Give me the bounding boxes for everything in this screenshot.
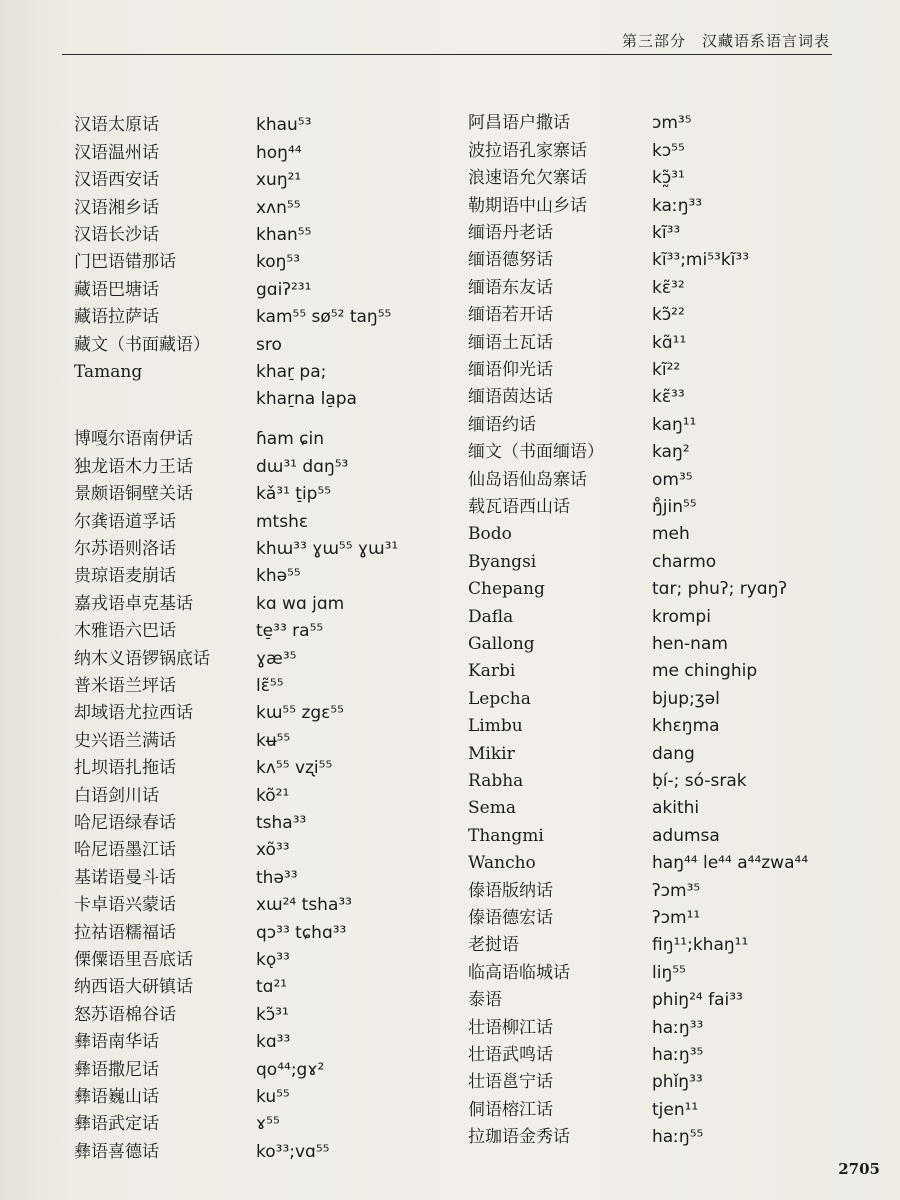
language-name: 门巴语错那话 xyxy=(74,252,176,273)
word-form: ŋ̊jin⁵⁵ xyxy=(652,497,697,517)
language-name: 彝语撒尼话 xyxy=(74,1059,159,1080)
word-form: ḅí-; só-srak xyxy=(652,771,747,791)
word-form: khar̠ pa; xyxy=(256,362,327,382)
language-name: 汉语长沙话 xyxy=(74,225,159,245)
language-name: 却域语尤拉西话 xyxy=(74,703,193,724)
language-name: 缅文（书面缅语） xyxy=(468,442,604,463)
word-form: phǐŋ³³ xyxy=(652,1072,703,1093)
language-name: 缅语东友话 xyxy=(468,277,553,298)
language-name: 泰语 xyxy=(468,990,502,1011)
language-name: 波拉语孔家寨话 xyxy=(468,140,587,161)
language-name: 缅语若开话 xyxy=(468,305,553,326)
word-form: kĩ²² xyxy=(652,360,681,380)
word-form: haːŋ³³ xyxy=(652,1017,704,1038)
word-form: xuŋ²¹ xyxy=(256,170,302,191)
language-name: 勒期语中山乡话 xyxy=(468,195,587,216)
language-name: Limbu xyxy=(468,716,523,737)
word-form: sro xyxy=(256,334,282,355)
language-name: 壮语邕宁话 xyxy=(468,1072,553,1093)
language-name: 纳木义语锣锅底话 xyxy=(74,648,210,669)
word-form: kaŋ² xyxy=(652,442,690,463)
language-name: Dafla xyxy=(468,606,514,627)
word-form: te̠³³ ra⁵⁵ xyxy=(256,621,324,642)
word-form: kɔ̃³¹ xyxy=(256,1004,289,1025)
language-name: 普米语兰坪话 xyxy=(74,676,176,696)
word-form: om³⁵ xyxy=(652,469,693,490)
language-name: 藏语拉萨话 xyxy=(74,307,159,328)
language-name: 独龙语木力王话 xyxy=(74,456,193,477)
language-name: 拉祜语糯福话 xyxy=(74,922,176,943)
word-form: gɑiʔ²³¹ xyxy=(256,279,312,300)
language-name: Rabha xyxy=(468,771,524,791)
word-form: ɔm³⁵ xyxy=(652,113,692,134)
word-form: kõ²¹ xyxy=(256,785,290,806)
language-name: 尔苏语则洛话 xyxy=(74,539,176,559)
word-form: koŋ⁵³ xyxy=(256,252,301,273)
language-name: Gallong xyxy=(468,634,535,654)
word-form: kĩ³³ xyxy=(652,223,681,243)
word-form: khɛŋma xyxy=(652,716,720,737)
language-name: 缅语约话 xyxy=(468,414,536,435)
language-name: 尔龚语道孚话 xyxy=(74,511,176,532)
word-form: lɛ̃⁵⁵ xyxy=(256,676,284,696)
language-name: 哈尼语绿春话 xyxy=(74,813,176,833)
word-form: kaːŋ³³ xyxy=(652,195,703,216)
word-form: ko³³;vɑ⁵⁵ xyxy=(256,1141,330,1162)
language-name: 壮语武鸣话 xyxy=(468,1045,553,1065)
word-form: fiŋ¹¹;khaŋ¹¹ xyxy=(652,935,749,956)
word-form: kʉ⁵⁵ xyxy=(256,730,291,751)
language-name: 汉语温州话 xyxy=(74,142,159,163)
word-form: ʔɔm³⁵ xyxy=(652,880,701,901)
word-form: haːŋ³⁵ xyxy=(652,1045,704,1065)
word-form: haːŋ⁵⁵ xyxy=(652,1127,704,1148)
word-form: xɯ²⁴ tsha³³ xyxy=(256,895,352,916)
word-form: kam⁵⁵ sø⁵² taŋ⁵⁵ xyxy=(256,307,392,328)
language-name: 浪速语允欠寨话 xyxy=(468,168,587,189)
language-name: 汉语湘乡话 xyxy=(74,197,159,218)
word-form: adumsa xyxy=(652,825,720,846)
language-name: 侗语榕江话 xyxy=(468,1099,553,1120)
language-name: Lepcha xyxy=(468,688,531,709)
word-form: hen-nam xyxy=(652,634,728,654)
word-form: kɔ⁵⁵ xyxy=(652,140,685,161)
word-form: tjen¹¹ xyxy=(652,1099,699,1120)
language-name: 怒苏语棉谷话 xyxy=(74,1004,176,1025)
language-name: 纳西语大研镇话 xyxy=(74,977,193,998)
header-rule xyxy=(62,54,832,55)
language-name: 老挝语 xyxy=(468,935,519,956)
word-form: mtshɛ xyxy=(256,511,309,532)
word-form: akithi xyxy=(652,798,700,819)
language-name: 藏语巴塘话 xyxy=(74,279,159,300)
word-form: xʌn⁵⁵ xyxy=(256,197,301,218)
language-name: 彝语喜德话 xyxy=(74,1141,159,1162)
word-form: tsha³³ xyxy=(256,813,307,833)
word-form: kɯ⁵⁵ zgɛ⁵⁵ xyxy=(256,703,344,724)
word-form: liŋ⁵⁵ xyxy=(652,962,686,983)
language-name: 拉珈语金秀话 xyxy=(468,1127,570,1148)
language-name: Byangsi xyxy=(468,551,537,572)
running-header: 第三部分 汉藏语系语言词表 xyxy=(621,32,830,50)
word-form: kʌ⁵⁵ vʐi⁵⁵ xyxy=(256,758,333,779)
language-name: 傣语版纳话 xyxy=(468,880,553,901)
language-name: 彝语巍山话 xyxy=(74,1087,159,1107)
language-name: 傣语德宏话 xyxy=(468,908,553,928)
word-form: phiŋ²⁴ fai³³ xyxy=(652,990,743,1011)
word-form: tɑ²¹ xyxy=(256,977,288,998)
word-form: ɤ⁵⁵ xyxy=(256,1114,280,1135)
word-form: dang xyxy=(652,743,695,764)
word-form: khan⁵⁵ xyxy=(256,225,312,245)
word-form: kɑ³³ xyxy=(256,1032,291,1053)
word-form: ɦam ɕin xyxy=(256,429,324,450)
language-name: Chepang xyxy=(468,579,545,600)
language-name: 木雅语六巴话 xyxy=(74,621,176,642)
language-name: 景颇语铜壁关话 xyxy=(74,484,193,505)
word-form: khə⁵⁵ xyxy=(256,566,301,587)
language-name: 缅语德努话 xyxy=(468,250,553,271)
language-name: 汉语太原话 xyxy=(74,115,159,136)
language-name: 缅语土瓦话 xyxy=(468,332,553,353)
word-form: kɑ̃¹¹ xyxy=(652,332,687,353)
word-form: me chinghip xyxy=(652,661,758,682)
language-name: 壮语柳江话 xyxy=(468,1017,553,1038)
language-name: 扎坝语扎拖话 xyxy=(74,758,176,779)
language-name: 卡卓语兴蒙话 xyxy=(74,895,176,916)
word-form: krompi xyxy=(652,606,711,627)
word-form: xõ³³ xyxy=(256,840,290,861)
word-form: thə³³ xyxy=(256,867,298,888)
word-form: haŋ⁴⁴ le⁴⁴ a⁴⁴zwa⁴⁴ xyxy=(652,853,809,874)
language-name: Mikir xyxy=(468,743,515,764)
language-name: Tamang xyxy=(74,362,143,382)
word-form: qɔ³³ tɕhɑ³³ xyxy=(256,922,347,943)
word-form: charmo xyxy=(652,551,717,572)
word-form: dɯ³¹ dɑŋ⁵³ xyxy=(256,456,349,477)
language-name: 嘉戎语卓克基话 xyxy=(74,593,193,614)
word-form: meh xyxy=(652,524,690,545)
language-name: 临高语临城话 xyxy=(468,962,570,983)
word-form: kǎ³¹ t̠ip⁵⁵ xyxy=(256,484,332,505)
language-name: 贵琼语麦崩话 xyxy=(74,566,176,587)
word-form: ɣæ³⁵ xyxy=(256,648,297,669)
language-name: 缅语茵达话 xyxy=(468,387,553,408)
page-number: 2705 xyxy=(838,1160,880,1178)
language-name: 史兴语兰满话 xyxy=(74,730,176,751)
language-name: 傈僳语里吾底话 xyxy=(74,950,193,970)
language-name: 博嘎尔语南伊话 xyxy=(74,429,193,450)
language-name: 汉语西安话 xyxy=(74,170,159,191)
word-form: khau⁵³ xyxy=(256,115,312,136)
word-form: tɑr; phuʔ; ryɑŋʔ xyxy=(652,579,788,600)
word-form: khar̠na la̠pa xyxy=(256,389,357,410)
language-name: 载瓦语西山话 xyxy=(468,497,570,517)
word-form: kɑ wɑ jɑm xyxy=(256,593,345,614)
language-name: 白语剑川话 xyxy=(74,785,159,806)
language-name: 藏文（书面藏语） xyxy=(74,334,210,355)
language-name: Karbi xyxy=(468,661,516,682)
language-name: 彝语武定话 xyxy=(74,1114,159,1135)
word-form: qo⁴⁴;gɤ² xyxy=(256,1059,325,1080)
language-name: Wancho xyxy=(468,853,536,874)
word-form: ku⁵⁵ xyxy=(256,1087,290,1107)
language-name: 缅语丹老话 xyxy=(468,223,553,243)
language-name: 阿昌语户撒话 xyxy=(468,113,570,134)
language-name: Bodo xyxy=(468,524,512,545)
word-form: kɔ̰̃³¹ xyxy=(652,168,685,189)
language-name: 缅语仰光话 xyxy=(468,360,553,380)
word-form: kɔ̃²² xyxy=(652,305,685,326)
word-form: kɛ̃³² xyxy=(652,277,685,298)
language-name: Sema xyxy=(468,798,516,819)
language-name: Thangmi xyxy=(468,825,544,846)
word-form: kǫ³³ xyxy=(256,950,290,970)
word-form: hoŋ⁴⁴ xyxy=(256,142,302,163)
word-form: kaŋ¹¹ xyxy=(652,414,697,435)
language-name: 仙岛语仙岛寨话 xyxy=(468,469,587,490)
word-form: ʔɔm¹¹ xyxy=(652,908,701,928)
language-name: 彝语南华话 xyxy=(74,1032,159,1053)
language-name: 哈尼语墨江话 xyxy=(74,840,176,861)
word-form: kĩ³³;mi⁵³kĩ³³ xyxy=(652,250,750,271)
word-form: khɯ³³ ɣɯ⁵⁵ ɣɯ³¹ xyxy=(256,539,399,559)
language-name: 基诺语曼斗话 xyxy=(74,867,176,888)
word-form: kɛ̃³³ xyxy=(652,387,685,408)
word-form: bjup;ʒəl xyxy=(652,688,720,709)
